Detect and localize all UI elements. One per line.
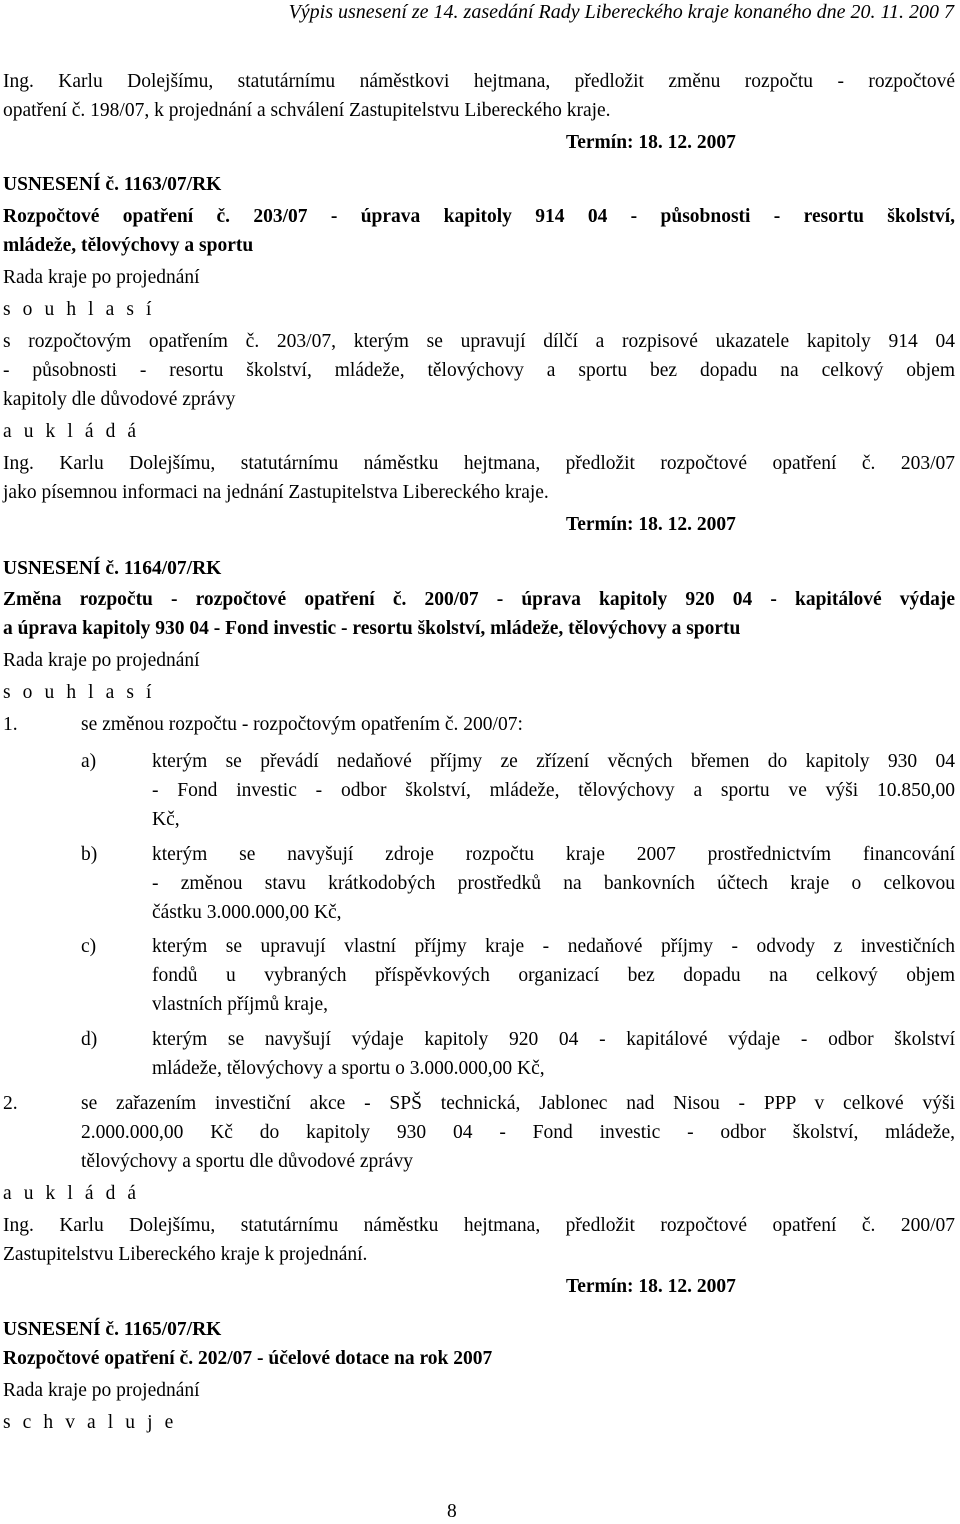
- subitem-line: mládeže, tělovýchovy a sportu o 3.000.000,00 Kč,: [152, 1058, 545, 1079]
- deadline: Termín: 18. 12. 2007: [566, 1276, 736, 1297]
- subitem-line: kterým se převádí nedaňové příjmy ze zřízení věcných břemen do kapitoly 930 04: [152, 751, 955, 772]
- subitem-line: Kč,: [152, 809, 180, 830]
- deadline: Termín: 18. 12. 2007: [566, 514, 736, 535]
- item-text-1: se změnou rozpočtu - rozpočtovým opatřením č. 200/07:: [81, 714, 523, 735]
- subitem-line: fondů u vybraných příspěvkových organizací bez dopadu na celkový objem: [152, 965, 955, 986]
- resolution-title-line-2: mládeže, tělovýchovy a sportu: [3, 235, 254, 256]
- subitem-line: - Fond investic - odbor školství, mládeže, tělovýchovy a sportu ve výši 10.850,00: [152, 780, 955, 801]
- resolution-title-line-1: Rozpočtové opatření č. 203/07 - úprava kapitoly 914 04 - působnosti - resortu školství,: [3, 206, 955, 227]
- subitem-line: částku 3.000.000,00 Kč,: [152, 902, 342, 923]
- item-line: se zařazením investiční akce - SPŠ technická, Jablonec nad Nisou - PPP v celkové výši: [81, 1093, 955, 1114]
- resolution-number: USNESENÍ č. 1163/07/RK: [3, 174, 222, 195]
- task-line-1: Ing. Karlu Dolejšímu, statutárnímu náměstku hejtmana, předložit rozpočtové opatření č. 200/07: [3, 1215, 955, 1236]
- task-line-1: Ing. Karlu Dolejšímu, statutárnímu náměstku hejtmana, předložit rozpočtové opatření č. 203/07: [3, 453, 955, 474]
- resolution-title-line-2: a úprava kapitoly 930 04 - Fond investic - resortu školství, mládeže, tělovýchovy a sportu: [3, 618, 741, 639]
- subitem-label: d): [81, 1029, 98, 1050]
- body-line-2: - působnosti - resortu školství, mládeže, tělovýchovy a sportu bez dopadu na celkový objem: [3, 360, 955, 381]
- resolution-verb-2: a u k l á d á: [3, 421, 140, 442]
- subitem-label: c): [81, 936, 97, 957]
- subitem-line: kterým se upravují vlastní příjmy kraje - nedaňové příjmy - odvody z investičních: [152, 936, 955, 957]
- resolution-verb-2: a u k l á d á: [3, 1183, 140, 1204]
- item-number-2: 2.: [3, 1093, 18, 1114]
- item-line: 2.000.000,00 Kč do kapitoly 930 04 - Fond investic - odbor školství, mládeže,: [81, 1122, 955, 1143]
- subitem-line: kterým se navyšují zdroje rozpočtu kraje 2007 prostřednictvím financování: [152, 844, 955, 865]
- task-line-2: Zastupitelstvu Libereckého kraje k projednání.: [3, 1244, 368, 1265]
- task-line-2: jako písemnou informaci na jednání Zastupitelstva Libereckého kraje.: [3, 482, 549, 503]
- body-line-1: s rozpočtovým opatřením č. 203/07, kterým se upravují dílčí a rozpisové ukazatele kapitoly 914 04: [3, 331, 955, 352]
- running-header: Výpis usnesení ze 14. zasedání Rady Libereckého kraje konaného dne 20. 11. 200 7: [288, 1, 954, 23]
- page-number: 8: [447, 1501, 457, 1522]
- subitem-line: - změnou stavu krátkodobých prostředků na bankovních účtech kraje o celkovou: [152, 873, 955, 894]
- subitem-line: kterým se navyšují výdaje kapitoly 920 04 - kapitálové výdaje - odbor školství: [152, 1029, 955, 1050]
- council-phrase: Rada kraje po projednání: [3, 1380, 200, 1401]
- item-line: tělovýchovy a sportu dle důvodové zprávy: [81, 1151, 413, 1172]
- resolution-number: USNESENÍ č. 1164/07/RK: [3, 558, 222, 579]
- resolution-number: USNESENÍ č. 1165/07/RK: [3, 1319, 222, 1340]
- resolution-verb: s o u h l a s í: [3, 299, 156, 320]
- subitem-line: vlastních příjmů kraje,: [152, 994, 328, 1015]
- deadline: Termín: 18. 12. 2007: [566, 132, 736, 153]
- resolution-verb: s c h v a l u j e: [3, 1412, 177, 1433]
- subitem-label: a): [81, 751, 97, 772]
- council-phrase: Rada kraje po projednání: [3, 267, 200, 288]
- council-phrase: Rada kraje po projednání: [3, 650, 200, 671]
- resolution-verb: s o u h l a s í: [3, 682, 156, 703]
- intro-line-2: opatření č. 198/07, k projednání a schválení Zastupitelstvu Libereckého kraje.: [3, 100, 611, 121]
- item-number-1: 1.: [3, 714, 18, 735]
- subitem-label: b): [81, 844, 98, 865]
- body-line-3: kapitoly dle důvodové zprávy: [3, 389, 236, 410]
- intro-line-1: Ing. Karlu Dolejšímu, statutárnímu náměstkovi hejtmana, předložit změnu rozpočtu - rozpočtové: [3, 71, 955, 92]
- resolution-title: Rozpočtové opatření č. 202/07 - účelové dotace na rok 2007: [3, 1348, 493, 1369]
- resolution-title-line-1: Změna rozpočtu - rozpočtové opatření č. 200/07 - úprava kapitoly 920 04 - kapitálové výdaje: [3, 589, 955, 610]
